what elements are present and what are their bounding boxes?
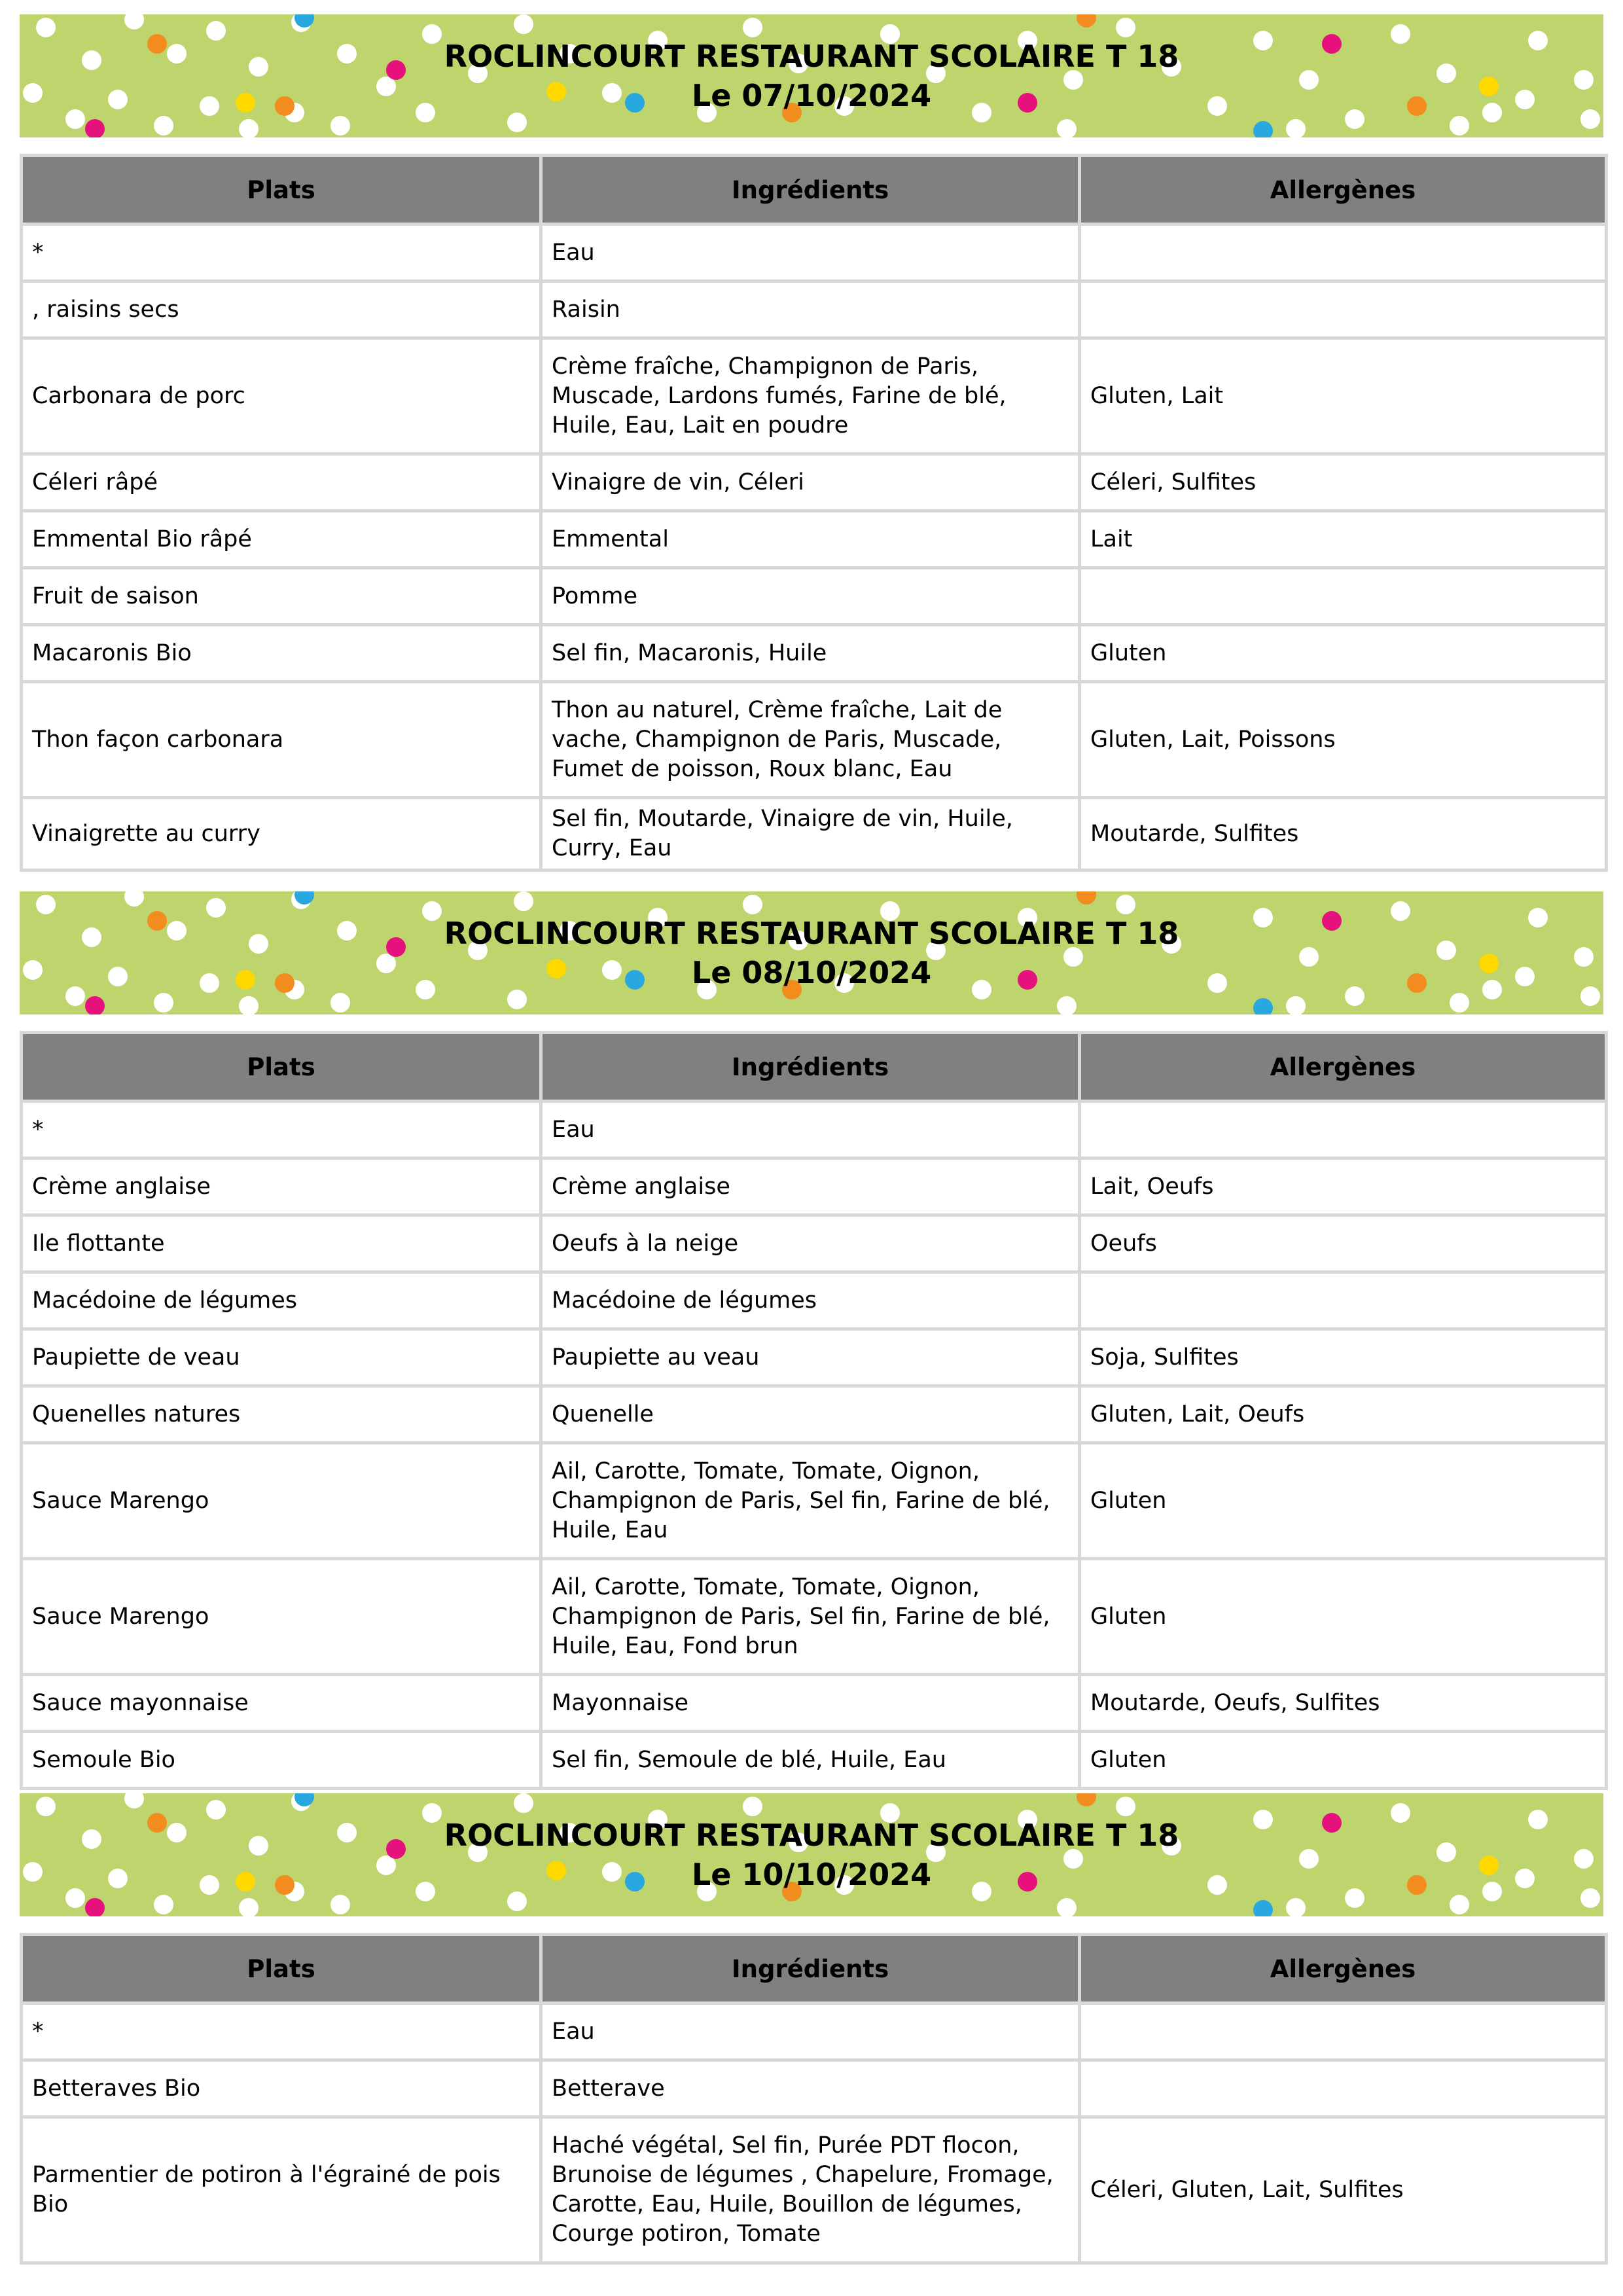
dish-name-cell: Céleri râpé [22,454,541,511]
decorative-dot [507,113,527,132]
allergens-cell: Gluten [1080,625,1607,682]
menu-date: Le 08/10/2024 [691,955,932,990]
decorative-dot [1391,24,1410,44]
decorative-dot [1207,96,1227,116]
table-row [22,1675,1607,1732]
dish-name-cell: * [22,224,541,281]
decorative-dot [1253,121,1273,137]
decorative-dot [1528,1810,1548,1829]
column-header-allergenes: Allergènes [1080,156,1607,224]
ingredients-cell: Haché végétal, Sel fin, Purée PDT flocon, Brunoise de légumes , Chapelure, Fromage, Carotte, Eau, Huile, Bouillon de légumes, Courge potiron, Tomate [541,2117,1080,2263]
ingredients-cell: Crème anglaise [541,1158,1080,1215]
dish-name-cell: Crème anglaise [22,1158,541,1215]
dish-name-cell: Carbonara de porc [22,338,541,454]
decorative-dot [602,83,622,103]
allergens-cell [1080,224,1607,281]
ingredients-cell: Macédoine de légumes [541,1272,1080,1329]
decorative-dot [1391,1803,1410,1823]
decorative-dot [154,116,173,135]
ingredients-cell: Sel fin, Moutarde, Vinaigre de vin, Huile, Curry, Eau [541,798,1080,870]
decorative-dot [1299,1849,1319,1869]
decorative-dot [36,895,56,914]
decorative-dot [1482,1882,1502,1901]
allergens-cell: Gluten [1080,1732,1607,1789]
decorative-dot [275,973,294,993]
table-row [22,1386,1607,1443]
dish-name-cell: Sauce mayonnaise [22,1675,541,1732]
day-banner [20,891,1603,1014]
decorative-dot [1580,109,1600,129]
ingredients-cell: Crème fraîche, Champignon de Paris, Muscade, Lardons fumés, Farine de blé, Huile, Eau, Lait en poudre [541,338,1080,454]
ingredients-cell: Sel fin, Semoule de blé, Huile, Eau [541,1732,1080,1789]
allergens-cell: Gluten [1080,1559,1607,1675]
decorative-dot [1574,70,1594,90]
decorative-dot [147,911,167,931]
ingredients-cell: Eau [541,224,1080,281]
ingredients-cell: Raisin [541,281,1080,338]
restaurant-title: ROCLINCOURT RESTAURANT SCOLAIRE T 18 [444,39,1179,74]
decorative-dot [1286,1898,1306,1916]
menu-table [20,1031,1608,1790]
allergens-cell: Gluten, Lait, Oeufs [1080,1386,1607,1443]
allergens-cell [1080,1102,1607,1158]
decorative-dot [1286,996,1306,1014]
dish-name-cell: Thon façon carbonara [22,682,541,798]
decorative-dot [1436,63,1456,83]
allergens-cell: Gluten, Lait [1080,338,1607,454]
dish-name-cell: Betteraves Bio [22,2060,541,2117]
decorative-dot [1450,116,1469,135]
ingredients-cell: Sel fin, Macaronis, Huile [541,625,1080,682]
decorative-dot [376,954,396,973]
dish-name-cell: Vinaigrette au curry [22,798,541,870]
decorative-dot [1450,993,1469,1013]
decorative-dot [330,116,350,135]
decorative-dot [1077,891,1096,905]
ingredients-cell: Eau [541,2003,1080,2060]
decorative-dot [82,50,101,70]
decorative-dot [1436,1842,1456,1862]
decorative-dot [124,891,144,906]
decorative-dot [275,1875,294,1895]
table-row [22,798,1607,870]
table-row [22,1443,1607,1559]
dish-name-cell: Paupiette de veau [22,1329,541,1386]
ingredients-cell: Emmental [541,511,1080,568]
ingredients-cell: Ail, Carotte, Tomate, Tomate, Oignon, Champignon de Paris, Sel fin, Farine de blé, Huile, Eau [541,1443,1080,1559]
decorative-dot [1407,96,1427,116]
day-section [20,891,1603,1773]
decorative-dot [1407,973,1427,993]
decorative-dot [1057,1898,1077,1916]
decorative-dot [972,1882,991,1901]
decorative-dot [1077,14,1096,27]
allergens-cell: Oeufs [1080,1215,1607,1272]
dish-name-cell: Fruit de saison [22,568,541,625]
decorative-dot [154,1895,173,1914]
decorative-dot [386,937,406,957]
decorative-dot [1057,996,1077,1014]
table-row [22,281,1607,338]
column-header-ingredients: Ingrédients [541,1935,1080,2003]
decorative-dot [239,1898,259,1916]
decorative-dot [147,1813,167,1833]
decorative-dot [23,1862,43,1882]
decorative-dot [85,119,105,137]
decorative-dot [1528,31,1548,50]
decorative-dot [625,1872,645,1892]
decorative-dot [249,57,268,77]
dish-name-cell: Macaronis Bio [22,625,541,682]
menu-table [20,154,1608,872]
day-banner [20,14,1603,137]
allergens-cell: Lait [1080,511,1607,568]
decorative-dot [625,93,645,113]
decorative-dot [1574,1849,1594,1869]
decorative-dot [1207,1875,1227,1895]
decorative-dot [1253,998,1273,1014]
decorative-dot [206,898,226,918]
decorative-dot [1479,954,1499,973]
dish-name-cell: Emmental Bio râpé [22,511,541,568]
column-header-ingredients: Ingrédients [541,1033,1080,1102]
decorative-dot [23,960,43,980]
ingredients-cell: Vinaigre de vin, Céleri [541,454,1080,511]
table-row [22,454,1607,511]
ingredients-cell: Paupiette au veau [541,1329,1080,1386]
decorative-dot [1116,18,1135,37]
decorative-dot [206,21,226,41]
decorative-dot [1116,895,1135,914]
dish-name-cell: Parmentier de potiron à l'égrainé de pois Bio [22,2117,541,2263]
table-row [22,1329,1607,1386]
decorative-dot [376,77,396,96]
day-section [20,14,1603,861]
restaurant-title: ROCLINCOURT RESTAURANT SCOLAIRE T 18 [444,1818,1179,1853]
decorative-dot [1253,1900,1273,1916]
column-header-allergenes: Allergènes [1080,1935,1607,2003]
decorative-dot [82,927,101,947]
column-header-plats: Plats [22,1033,541,1102]
decorative-dot [743,1797,762,1816]
decorative-dot [972,103,991,122]
decorative-dot [1482,103,1502,122]
decorative-dot [1515,967,1535,986]
decorative-dot [386,1839,406,1859]
decorative-dot [1479,1856,1499,1875]
decorative-dot [167,921,187,941]
decorative-dot [602,1862,622,1882]
decorative-dot [1515,1869,1535,1888]
decorative-dot [239,119,259,137]
table-row [22,2060,1607,2117]
decorative-dot [330,993,350,1013]
allergens-cell: Soja, Sulfites [1080,1329,1607,1386]
decorative-dot [1018,1872,1037,1892]
table-row [22,511,1607,568]
day-banner [20,1793,1603,1916]
decorative-dot [1299,70,1319,90]
column-header-allergenes: Allergènes [1080,1033,1607,1102]
decorative-dot [154,993,173,1013]
decorative-dot [422,901,442,921]
allergens-cell: Lait, Oeufs [1080,1158,1607,1215]
decorative-dot [514,14,533,34]
decorative-dot [1207,973,1227,993]
decorative-dot [200,96,219,116]
decorative-dot [82,1829,101,1849]
decorative-dot [1018,970,1037,990]
decorative-dot [147,34,167,54]
ingredients-cell: Quenelle [541,1386,1080,1443]
decorative-dot [1391,901,1410,921]
column-header-plats: Plats [22,156,541,224]
decorative-dot [200,973,219,993]
allergens-cell: Céleri, Sulfites [1080,454,1607,511]
decorative-dot [1253,31,1273,50]
ingredients-cell: Thon au naturel, Crème fraîche, Lait de vache, Champignon de Paris, Muscade, Fumet de poisson, Roux blanc, Eau [541,682,1080,798]
table-row [22,2003,1607,2060]
decorative-dot [1574,947,1594,967]
decorative-dot [416,103,435,122]
decorative-dot [200,1875,219,1895]
decorative-dot [1018,93,1037,113]
menu-table [20,1933,1608,2265]
decorative-dot [124,14,144,29]
decorative-dot [275,96,294,116]
allergens-cell: Gluten [1080,1443,1607,1559]
table-header-row [22,156,1607,224]
ingredients-cell: Oeufs à la neige [541,1215,1080,1272]
decorative-dot [108,967,128,986]
decorative-dot [972,980,991,999]
decorative-dot [376,1856,396,1875]
decorative-dot [65,109,85,129]
decorative-dot [1286,119,1306,137]
decorative-dot [65,986,85,1006]
allergens-cell: Gluten, Lait, Poissons [1080,682,1607,798]
decorative-dot [337,44,357,63]
allergens-cell: Céleri, Gluten, Lait, Sulfites [1080,2117,1607,2263]
dish-name-cell: Quenelles natures [22,1386,541,1443]
decorative-dot [1515,90,1535,109]
decorative-dot [416,1882,435,1901]
decorative-dot [236,1872,255,1892]
decorative-dot [1253,1810,1273,1829]
allergens-cell [1080,281,1607,338]
decorative-dot [1116,1797,1135,1816]
ingredients-cell: Mayonnaise [541,1675,1080,1732]
decorative-dot [546,959,566,978]
decorative-dot [85,996,105,1014]
decorative-dot [36,1797,56,1816]
decorative-dot [337,1823,357,1842]
decorative-dot [330,1895,350,1914]
ingredients-cell: Ail, Carotte, Tomate, Tomate, Oignon, Champignon de Paris, Sel fin, Farine de blé, Huile, Eau, Fond brun [541,1559,1080,1675]
decorative-dot [236,970,255,990]
decorative-dot [1299,947,1319,967]
decorative-dot [1322,911,1342,931]
column-header-plats: Plats [22,1935,541,2003]
decorative-dot [507,1892,527,1911]
decorative-dot [743,895,762,914]
table-row [22,1158,1607,1215]
decorative-dot [602,960,622,980]
table-header-row [22,1033,1607,1102]
decorative-dot [206,1800,226,1820]
decorative-dot [1077,1793,1096,1806]
dish-name-cell: Semoule Bio [22,1732,541,1789]
decorative-dot [1436,941,1456,960]
ingredients-cell: Pomme [541,568,1080,625]
decorative-dot [1580,1888,1600,1908]
decorative-dot [337,921,357,941]
dish-name-cell: Sauce Marengo [22,1559,541,1675]
table-row [22,2117,1607,2263]
decorative-dot [1322,1813,1342,1833]
table-row [22,224,1607,281]
decorative-dot [124,1793,144,1808]
day-section [20,1793,1603,2247]
decorative-dot [239,996,259,1014]
table-row [22,1215,1607,1272]
decorative-dot [1482,980,1502,999]
table-row [22,625,1607,682]
decorative-dot [1345,986,1364,1006]
decorative-dot [546,82,566,101]
decorative-dot [1580,986,1600,1006]
decorative-dot [422,1803,442,1823]
decorative-dot [249,1836,268,1856]
decorative-dot [1345,109,1364,129]
decorative-dot [108,1869,128,1888]
table-row [22,338,1607,454]
decorative-dot [236,93,255,113]
table-row [22,682,1607,798]
decorative-dot [1345,1888,1364,1908]
decorative-dot [416,980,435,999]
dish-name-cell: , raisins secs [22,281,541,338]
table-row [22,1102,1607,1158]
dish-name-cell: Sauce Marengo [22,1443,541,1559]
allergens-cell [1080,2060,1607,2117]
table-row [22,1732,1607,1789]
allergens-cell: Moutarde, Oeufs, Sulfites [1080,1675,1607,1732]
decorative-dot [514,1793,533,1813]
decorative-dot [514,891,533,911]
allergens-cell: Moutarde, Sulfites [1080,798,1607,870]
allergens-cell [1080,568,1607,625]
dish-name-cell: Macédoine de légumes [22,1272,541,1329]
decorative-dot [23,83,43,103]
ingredients-cell: Betterave [541,2060,1080,2117]
decorative-dot [167,1823,187,1842]
decorative-dot [108,90,128,109]
decorative-dot [85,1898,105,1916]
dish-name-cell: * [22,2003,541,2060]
decorative-dot [1450,1895,1469,1914]
decorative-dot [36,18,56,37]
decorative-dot [167,44,187,63]
decorative-dot [743,18,762,37]
table-row [22,568,1607,625]
table-row [22,1272,1607,1329]
ingredients-cell: Eau [541,1102,1080,1158]
decorative-dot [546,1861,566,1880]
decorative-dot [1407,1875,1427,1895]
decorative-dot [249,934,268,954]
table-row [22,1559,1607,1675]
decorative-dot [386,60,406,80]
decorative-dot [1528,908,1548,927]
decorative-dot [1479,77,1499,96]
allergens-cell [1080,2003,1607,2060]
dish-name-cell: Ile flottante [22,1215,541,1272]
menu-date: Le 07/10/2024 [691,78,932,113]
decorative-dot [1057,119,1077,137]
menu-date: Le 10/10/2024 [691,1857,932,1892]
restaurant-title: ROCLINCOURT RESTAURANT SCOLAIRE T 18 [444,916,1179,951]
decorative-dot [1253,908,1273,927]
decorative-dot [507,990,527,1009]
decorative-dot [65,1888,85,1908]
dish-name-cell: * [22,1102,541,1158]
column-header-ingredients: Ingrédients [541,156,1080,224]
decorative-dot [422,24,442,44]
allergens-cell [1080,1272,1607,1329]
decorative-dot [625,970,645,990]
table-header-row [22,1935,1607,2003]
decorative-dot [1322,34,1342,54]
